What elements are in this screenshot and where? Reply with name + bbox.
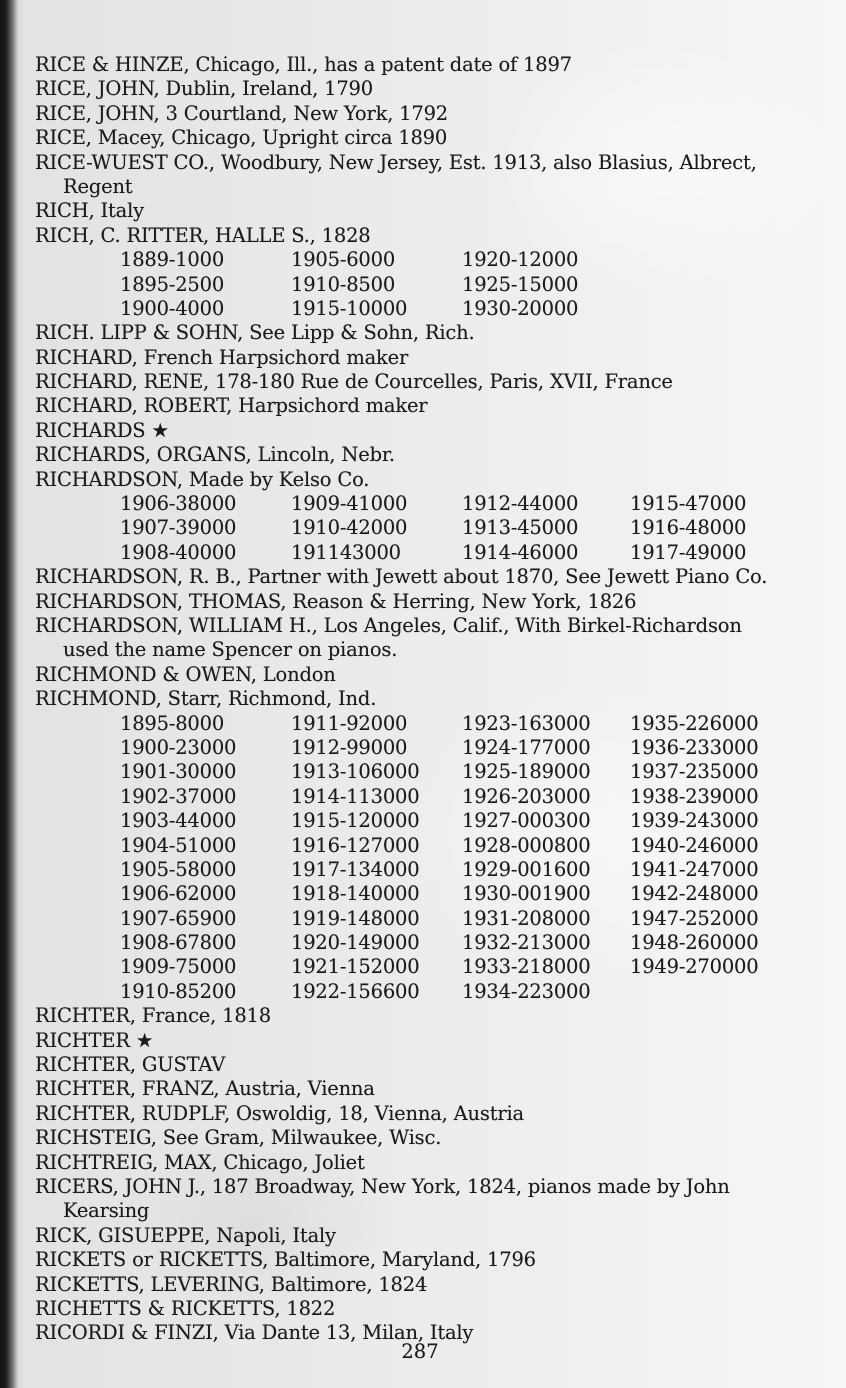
- serial-number-cell: 1923-163000: [462, 711, 591, 735]
- directory-entry: RICHARD, RENE, 178-180 Rue de Courcelles, Paris, XVII, France: [35, 370, 673, 394]
- serial-number-cell: 1935-226000: [630, 711, 759, 735]
- serial-number-row: [35, 248, 825, 272]
- serial-number-cell: 1920-12000: [462, 248, 579, 272]
- serial-number-cell: 1915-10000: [291, 296, 408, 320]
- directory-entry: RICERS, JOHN J., 187 Broadway, New York, 1824, pianos made by John: [35, 1174, 730, 1198]
- directory-entry: RICHARDSON, Made by Kelso Co.: [35, 467, 370, 491]
- directory-entry: RICHTER, France, 1818: [35, 1004, 271, 1028]
- serial-number-cell: 1905-58000: [120, 857, 237, 881]
- serial-number-cell: 1925-15000: [462, 272, 579, 296]
- directory-entry: RICKETTS, LEVERING, Baltimore, 1824: [35, 1272, 428, 1296]
- serial-number-cell: 1917-134000: [291, 857, 420, 881]
- serial-number-cell: 1912-44000: [462, 492, 579, 516]
- directory-entry: RICH, C. RITTER, HALLE S., 1828: [35, 223, 371, 247]
- serial-number-cell: 1942-248000: [630, 882, 759, 906]
- directory-entry: RICHARD, ROBERT, Harpsichord maker: [35, 394, 428, 418]
- serial-number-cell: 1904-51000: [120, 833, 237, 857]
- directory-entry: RICE, Macey, Chicago, Upright circa 1890: [35, 126, 448, 150]
- directory-entry: RICHARDSON, THOMAS, Reason & Herring, New York, 1826: [35, 589, 637, 613]
- serial-number-cell: 1913-45000: [462, 516, 579, 540]
- serial-number-row: [35, 736, 825, 760]
- directory-entry: RICH, Italy: [35, 199, 144, 223]
- directory-entry: RICHARDSON, R. B., Partner with Jewett about 1870, See Jewett Piano Co.: [35, 565, 768, 589]
- serial-number-cell: 1916-48000: [630, 516, 747, 540]
- serial-number-cell: 1895-8000: [120, 711, 225, 735]
- serial-number-cell: 1916-127000: [291, 833, 420, 857]
- serial-number-cell: 1910-8500: [291, 272, 396, 296]
- piano-atlas-directory: [35, 53, 825, 1346]
- directory-entry: RICORDI & FINZI, Via Dante 13, Milan, Italy: [35, 1321, 474, 1345]
- serial-number-cell: 1900-23000: [120, 735, 237, 759]
- serial-number-cell: 1909-75000: [120, 955, 237, 979]
- serial-number-row: [35, 760, 825, 784]
- serial-number-cell: 1940-246000: [630, 833, 759, 857]
- page-gutter-shadow: [0, 0, 24, 1388]
- serial-number-cell: 1928-000800: [462, 833, 591, 857]
- serial-number-row: [35, 492, 825, 516]
- serial-number-cell: 1914-113000: [291, 784, 420, 808]
- directory-entry: RICE, JOHN, Dublin, Ireland, 1790: [35, 77, 373, 101]
- serial-number-row: [35, 273, 825, 297]
- serial-number-cell: 1889-1000: [120, 248, 225, 272]
- directory-entry: RICHTER, FRANZ, Austria, Vienna: [35, 1077, 375, 1101]
- serial-number-cell: 1900-4000: [120, 296, 225, 320]
- serial-number-cell: 1926-203000: [462, 784, 591, 808]
- directory-entry: RICHTER, GUSTAV: [35, 1053, 226, 1077]
- serial-number-row: [35, 907, 825, 931]
- serial-number-cell: 1939-243000: [630, 809, 759, 833]
- serial-number-row: [35, 834, 825, 858]
- serial-number-cell: 1915-120000: [291, 809, 420, 833]
- directory-entry: RICHMOND & OWEN, London: [35, 662, 336, 686]
- serial-number-cell: 1924-177000: [462, 735, 591, 759]
- serial-number-cell: 1909-41000: [291, 492, 408, 516]
- directory-entry: RICHETTS & RICKETTS, 1822: [35, 1296, 336, 1320]
- serial-number-cell: 1911-92000: [291, 711, 408, 735]
- page-number: 287: [401, 1340, 439, 1363]
- serial-number-cell: 1907-65900: [120, 906, 237, 930]
- serial-number-cell: 1917-49000: [630, 540, 747, 564]
- directory-entry: RICHARD, French Harpsichord maker: [35, 345, 409, 369]
- entry-continuation-line: used the name Spencer on pianos.: [63, 638, 398, 662]
- serial-number-cell: 1941-247000: [630, 857, 759, 881]
- serial-number-row: [35, 712, 825, 736]
- serial-number-cell: 1937-235000: [630, 760, 759, 784]
- serial-number-cell: 1895-2500: [120, 272, 225, 296]
- directory-entry: RICE, JOHN, 3 Courtland, New York, 1792: [35, 101, 449, 125]
- serial-number-cell: 1925-189000: [462, 760, 591, 784]
- serial-number-cell: 1929-001600: [462, 857, 591, 881]
- serial-number-cell: 1912-99000: [291, 735, 408, 759]
- directory-entry: RICHARDS, ORGANS, Lincoln, Nebr.: [35, 443, 395, 467]
- serial-number-cell: 1910-42000: [291, 516, 408, 540]
- directory-entry: RICH. LIPP & SOHN, See Lipp & Sohn, Rich.: [35, 321, 475, 345]
- serial-number-cell: 1932-213000: [462, 931, 591, 955]
- serial-number-cell: 1907-39000: [120, 516, 237, 540]
- serial-number-row: [35, 931, 825, 955]
- serial-number-cell: 1949-270000: [630, 955, 759, 979]
- serial-number-cell: 1910-85200: [120, 979, 237, 1003]
- serial-number-cell: 1906-62000: [120, 882, 237, 906]
- serial-number-row: [35, 809, 825, 833]
- directory-entry: RICK, GISUEPPE, Napoli, Italy: [35, 1223, 336, 1247]
- serial-number-cell: 1948-260000: [630, 931, 759, 955]
- serial-number-row: [35, 955, 825, 979]
- serial-number-row: [35, 297, 825, 321]
- directory-entry: RICHTER ★: [35, 1028, 154, 1052]
- serial-number-cell: 1908-40000: [120, 540, 237, 564]
- serial-number-cell: 1906-38000: [120, 492, 237, 516]
- serial-number-cell: 1933-218000: [462, 955, 591, 979]
- directory-entry: RICHTREIG, MAX, Chicago, Joliet: [35, 1150, 365, 1174]
- serial-number-cell: 1922-156600: [291, 979, 420, 1003]
- directory-entry: RICE-WUEST CO., Woodbury, New Jersey, Est. 1913, also Blasius, Albrect,: [35, 150, 757, 174]
- serial-number-row: [35, 980, 825, 1004]
- serial-number-cell: 1927-000300: [462, 809, 591, 833]
- serial-number-cell: 1915-47000: [630, 492, 747, 516]
- serial-number-row: [35, 858, 825, 882]
- directory-entry: RICE & HINZE, Chicago, Ill., has a patent date of 1897: [35, 53, 572, 76]
- serial-number-cell: 1901-30000: [120, 760, 237, 784]
- serial-number-cell: 1938-239000: [630, 784, 759, 808]
- serial-number-cell: 1903-44000: [120, 809, 237, 833]
- serial-number-cell: 1920-149000: [291, 931, 420, 955]
- serial-number-row: [35, 516, 825, 540]
- directory-entry: RICHARDSON, WILLIAM H., Los Angeles, Calif., With Birkel-Richardson: [35, 613, 742, 637]
- serial-number-cell: 1914-46000: [462, 540, 579, 564]
- directory-entry: RICHTER, RUDPLF, Oswoldig, 18, Vienna, Austria: [35, 1101, 524, 1125]
- serial-number-cell: 1919-148000: [291, 906, 420, 930]
- serial-number-cell: 1905-6000: [291, 248, 396, 272]
- serial-number-cell: 191143000: [291, 540, 401, 564]
- serial-number-cell: 1902-37000: [120, 784, 237, 808]
- entry-continuation-line: Kearsing: [63, 1199, 150, 1223]
- serial-number-row: [35, 882, 825, 906]
- serial-number-row: [35, 541, 825, 565]
- entry-continuation-line: Regent: [63, 174, 133, 198]
- serial-number-row: [35, 785, 825, 809]
- serial-number-cell: 1913-106000: [291, 760, 420, 784]
- serial-number-cell: 1930-001900: [462, 882, 591, 906]
- directory-entry: RICHMOND, Starr, Richmond, Ind.: [35, 687, 377, 711]
- directory-entry: RICHSTEIG, See Gram, Milwaukee, Wisc.: [35, 1126, 442, 1150]
- serial-number-cell: 1934-223000: [462, 979, 591, 1003]
- serial-number-cell: 1921-152000: [291, 955, 420, 979]
- serial-number-cell: 1947-252000: [630, 906, 759, 930]
- directory-entry: RICHARDS ★: [35, 418, 169, 442]
- serial-number-cell: 1908-67800: [120, 931, 237, 955]
- serial-number-cell: 1931-208000: [462, 906, 591, 930]
- serial-number-cell: 1936-233000: [630, 735, 759, 759]
- directory-entry: RICKETS or RICKETTS, Baltimore, Maryland, 1796: [35, 1248, 536, 1272]
- serial-number-cell: 1930-20000: [462, 296, 579, 320]
- serial-number-cell: 1918-140000: [291, 882, 420, 906]
